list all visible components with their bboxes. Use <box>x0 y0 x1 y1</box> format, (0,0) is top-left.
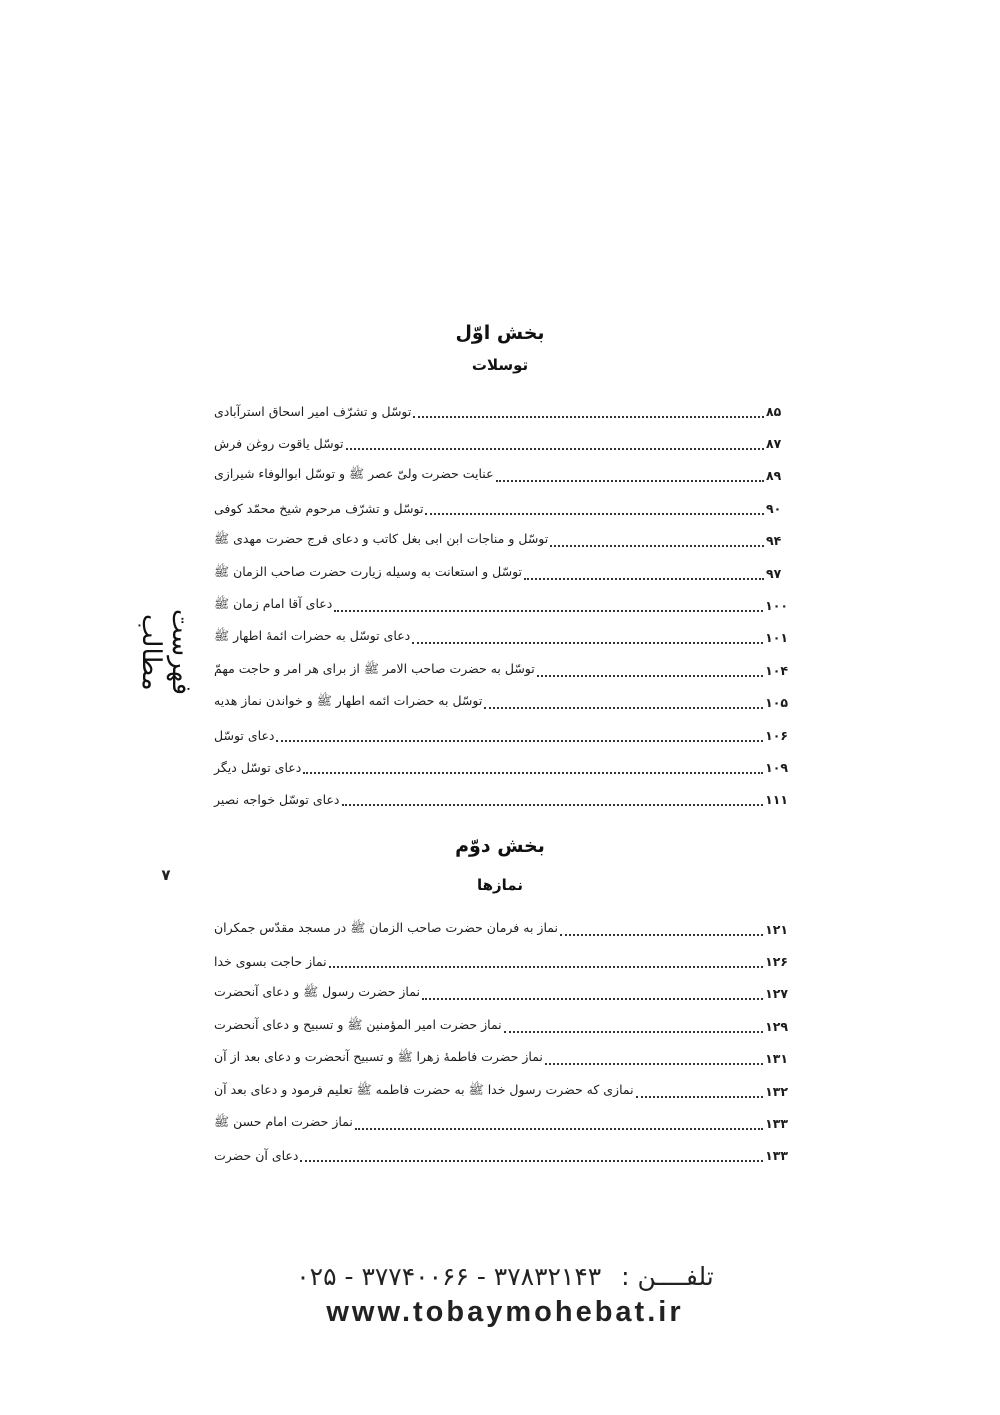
toc-entry[interactable] <box>212 589 788 621</box>
toc-entry-page: ۱۰۱ <box>765 630 788 646</box>
toc-entry-title: نماز حاجت بسوی خدا <box>214 954 327 970</box>
toc-entry-title: عنایت حضرت ولیّ عصر ﷺ و توسّل ابوالوفاء شیرازی <box>214 466 494 482</box>
part1-subheading: توسلات <box>471 356 529 374</box>
toc-entry[interactable] <box>212 557 788 589</box>
dot-leader <box>496 479 764 482</box>
toc-entry[interactable] <box>212 1010 788 1042</box>
toc-entry-page: ۱۱۱ <box>765 792 788 808</box>
toc-entry[interactable] <box>212 427 788 459</box>
toc-entry-page: ۱۰۵ <box>765 695 788 711</box>
dot-leader <box>550 544 764 547</box>
toc-entry[interactable] <box>212 945 788 977</box>
toc-entry-title: دعای توسّل خواجه نصیر <box>214 792 340 808</box>
toc-entry[interactable] <box>212 784 788 816</box>
phone-label: تلفــــن : <box>621 1262 714 1291</box>
toc-entry[interactable] <box>212 654 788 686</box>
toc-entry-page: ۱۰۹ <box>765 759 788 775</box>
toc-entry[interactable] <box>212 719 788 751</box>
toc-entry-title: دعای توسّل دیگر <box>214 759 302 775</box>
toc-entry-page: ۱۰۰ <box>765 598 788 614</box>
toc-entry-page: ۱۲۱ <box>765 921 788 937</box>
toc-entry-page: ۱۳۲ <box>765 1083 788 1099</box>
footer-website-link[interactable]: www.tobaymohebat.ir <box>326 1296 684 1328</box>
part2-subheading: نمازها <box>477 876 523 894</box>
toc-entry-title: توسّل به حضرت صاحب الامر ﷺ از برای هر امر و حاجت مهمّ <box>214 660 535 676</box>
toc-entry-title: دعای آن حضرت <box>214 1148 299 1164</box>
toc-list-part1 <box>212 395 788 816</box>
dot-leader <box>355 1127 763 1130</box>
dot-leader <box>484 706 763 709</box>
toc-entry-page: ۱۲۹ <box>765 1018 788 1034</box>
toc-entry[interactable] <box>212 1043 788 1075</box>
toc-entry-page: ۸۹ <box>766 468 782 484</box>
toc-entry-page: ۱۲۷ <box>765 986 788 1002</box>
dot-leader <box>300 1159 763 1162</box>
footer-phone <box>240 1262 770 1291</box>
toc-entry-title: نماز حضرت رسول ﷺ و دعای آنحضرت <box>214 984 420 1000</box>
toc-entry[interactable] <box>212 913 788 945</box>
toc-list-part2 <box>212 913 788 1172</box>
toc-entry-title: دعای آقا امام زمان ﷺ <box>214 596 333 612</box>
toc-entry-page: ۹۰ <box>766 500 782 516</box>
dot-leader <box>537 674 763 677</box>
toc-entry-title: نماز حضرت امام حسن ﷺ <box>214 1114 353 1130</box>
dot-leader <box>524 577 764 580</box>
toc-entry-page: ۸۵ <box>766 403 782 419</box>
part2-heading: بخش دوّم <box>455 835 545 857</box>
part1-heading: بخش اوّل <box>455 322 545 344</box>
toc-entry[interactable] <box>212 492 788 524</box>
toc-entry-title: دعای توسّل به حضرات ائمۀ اطهار ﷺ <box>214 628 411 644</box>
dot-leader <box>560 933 763 936</box>
toc-entry[interactable] <box>212 1140 788 1172</box>
phone-numbers: ۳۷۸۳۲۱۴۳ - ۳۷۷۴۰۰۶۶ - ۰۲۵ <box>296 1262 602 1291</box>
margin-calligraphy-title: فهرست مطالب <box>136 609 196 696</box>
dot-leader <box>636 1095 763 1098</box>
toc-entry[interactable] <box>212 1107 788 1139</box>
dot-leader <box>329 965 763 968</box>
toc-entry-title: توسّل و استعانت به وسیله زیارت حضرت صاحب الزمان ﷺ <box>214 563 523 579</box>
toc-entry[interactable] <box>212 460 788 492</box>
toc-entry-page: ۸۷ <box>766 436 782 452</box>
toc-entry-title: دعای توسّل <box>214 727 275 743</box>
dot-leader <box>545 1062 763 1065</box>
toc-entry[interactable] <box>212 1075 788 1107</box>
toc-entry[interactable] <box>212 395 788 427</box>
toc-entry-page: ۱۲۶ <box>765 954 788 970</box>
toc-entry[interactable] <box>212 525 788 557</box>
dot-leader <box>412 641 763 644</box>
toc-entry-title: نمازی که حضرت رسول خدا ﷺ به حضرت فاطمه ﷺ تعلیم فرمود و دعای بعد آن <box>214 1081 634 1097</box>
toc-entry-title: نماز حضرت فاطمۀ زهرا ﷺ و تسبیح آنحضرت و دعای بعد از آن <box>214 1049 543 1065</box>
toc-entry-page: ۱۳۳ <box>765 1148 788 1164</box>
toc-entry-title: توسّل و تشرّف امیر اسحاق استرآبادی <box>214 403 412 419</box>
toc-entry-title: توسّل و مناجات ابن ابی بغل کاتب و دعای فرج حضرت مهدی ﷺ <box>214 531 549 547</box>
dot-leader <box>342 803 764 806</box>
toc-entry-page: ۱۳۱ <box>765 1051 788 1067</box>
toc-entry-page: ۱۳۳ <box>765 1116 788 1132</box>
toc-entry-title: توسّل به حضرات ائمه اطهار ﷺ و خواندن نماز هدیه <box>214 693 483 709</box>
dot-leader <box>334 609 763 612</box>
toc-entry[interactable] <box>212 622 788 654</box>
dot-leader <box>413 415 764 418</box>
dot-leader <box>425 512 764 515</box>
dot-leader <box>276 739 763 742</box>
toc-entry[interactable] <box>212 687 788 719</box>
toc-entry[interactable] <box>212 751 788 783</box>
toc-entry-title: نماز حضرت امیر المؤمنین ﷺ و تسبیح و دعای آنحضرت <box>214 1016 502 1032</box>
toc-entry-page: ۹۷ <box>766 565 782 581</box>
toc-entry-page: ۱۰۶ <box>765 727 788 743</box>
dot-leader <box>504 1030 763 1033</box>
toc-entry-title: توسّل و تشرّف مرحوم شیخ محمّد کوفی <box>214 500 424 516</box>
toc-entry-title: نماز به فرمان حضرت صاحب الزمان ﷺ در مسجد مقدّس جمکران <box>214 919 558 935</box>
toc-entry-page: ۹۴ <box>766 533 782 549</box>
page-number: ۷ <box>161 866 171 884</box>
dot-leader <box>346 447 764 450</box>
dot-leader <box>303 771 763 774</box>
toc-entry-page: ۱۰۴ <box>765 662 788 678</box>
dot-leader <box>422 997 763 1000</box>
toc-entry[interactable] <box>212 978 788 1010</box>
toc-entry-title: توسّل یاقوت روغن فرش <box>214 436 344 452</box>
